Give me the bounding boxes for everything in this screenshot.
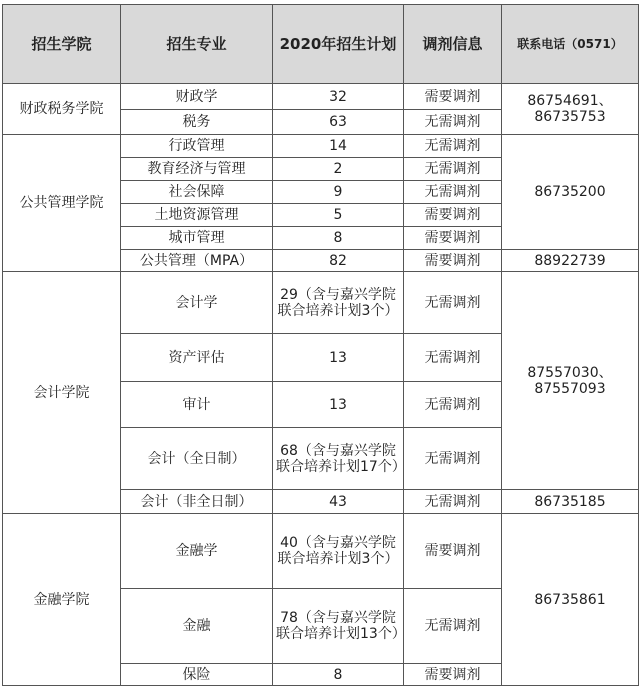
- phone-number: 86735861: [534, 591, 606, 608]
- plan-cell: 5: [273, 204, 404, 227]
- college-cell: 金融学院: [3, 514, 121, 686]
- header-college: 招生学院: [3, 5, 121, 84]
- adjust-cell: 无需调剂: [404, 110, 502, 135]
- plan-cell: 14: [273, 135, 404, 158]
- phone-cell: [502, 514, 639, 686]
- phone-number: 88922739: [534, 252, 606, 269]
- phone-cell: [502, 250, 639, 272]
- major-cell: 教育经济与管理: [121, 158, 273, 181]
- adjust-cell: 需要调剂: [404, 664, 502, 686]
- adjust-cell: 需要调剂: [404, 250, 502, 272]
- phone-number: 86735753: [534, 109, 606, 125]
- table-row: [3, 84, 639, 110]
- header-adjust: 调剂信息: [404, 5, 502, 84]
- major-cell: 社会保障: [121, 181, 273, 204]
- adjust-cell: 无需调剂: [404, 334, 502, 382]
- major-cell: 土地资源管理: [121, 204, 273, 227]
- phone-cell: [502, 84, 639, 135]
- major-cell: 城市管理: [121, 227, 273, 250]
- phone-number: 87557030、: [527, 364, 613, 381]
- adjust-cell: 需要调剂: [404, 84, 502, 110]
- major-cell: 公共管理（MPA）: [121, 250, 273, 272]
- plan-cell: 82: [273, 250, 404, 272]
- plan-cell: 2: [273, 158, 404, 181]
- adjust-cell: 需要调剂: [404, 514, 502, 589]
- header-major: 招生专业: [121, 5, 273, 84]
- adjust-cell: 无需调剂: [404, 158, 502, 181]
- major-cell: 审计: [121, 382, 273, 428]
- table-row: [3, 135, 639, 158]
- admissions-table: [2, 4, 639, 686]
- major-cell: 会计（非全日制）: [121, 490, 273, 514]
- adjust-cell: 需要调剂: [404, 204, 502, 227]
- major-cell: 行政管理: [121, 135, 273, 158]
- major-cell: 会计（全日制）: [121, 428, 273, 490]
- college-cell: 会计学院: [3, 272, 121, 514]
- adjust-cell: 无需调剂: [404, 428, 502, 490]
- plan-cell: 8: [273, 664, 404, 686]
- table-row: [3, 514, 639, 589]
- major-cell: 资产评估: [121, 334, 273, 382]
- header-phone: 联系电话（0571）: [502, 5, 639, 84]
- adjust-cell: 无需调剂: [404, 589, 502, 664]
- major-cell: 金融学: [121, 514, 273, 589]
- college-cell: 公共管理学院: [3, 135, 121, 272]
- college-cell: 财政税务学院: [3, 84, 121, 135]
- plan-cell: 68（含与嘉兴学院联合培养计划17个）: [273, 428, 404, 490]
- major-cell: 税务: [121, 110, 273, 135]
- major-cell: 财政学: [121, 84, 273, 110]
- phone-cell: [502, 135, 639, 250]
- header-row: [3, 5, 639, 84]
- major-cell: 金融: [121, 589, 273, 664]
- major-cell: 保险: [121, 664, 273, 686]
- phone-cell: [502, 272, 639, 490]
- plan-cell: 78（含与嘉兴学院联合培养计划13个）: [273, 589, 404, 664]
- phone-number: 86735200: [534, 184, 606, 200]
- major-cell: 会计学: [121, 272, 273, 334]
- adjust-cell: 需要调剂: [404, 227, 502, 250]
- plan-cell: 43: [273, 490, 404, 514]
- adjust-cell: 无需调剂: [404, 272, 502, 334]
- plan-cell: 32: [273, 84, 404, 110]
- phone-number: 86754691、: [527, 93, 613, 109]
- phone-cell: [502, 490, 639, 514]
- table-row: [3, 272, 639, 334]
- adjust-cell: 无需调剂: [404, 181, 502, 204]
- plan-cell: 13: [273, 334, 404, 382]
- adjust-cell: 无需调剂: [404, 135, 502, 158]
- adjust-cell: 无需调剂: [404, 382, 502, 428]
- adjust-cell: 无需调剂: [404, 490, 502, 514]
- phone-number: 86735185: [534, 493, 606, 510]
- plan-cell: 63: [273, 110, 404, 135]
- plan-cell: 8: [273, 227, 404, 250]
- plan-cell: 29（含与嘉兴学院联合培养计划3个）: [273, 272, 404, 334]
- plan-cell: 40（含与嘉兴学院联合培养计划3个）: [273, 514, 404, 589]
- header-plan: 2020年招生计划: [273, 5, 404, 84]
- phone-number: 87557093: [534, 380, 606, 397]
- plan-cell: 13: [273, 382, 404, 428]
- plan-cell: 9: [273, 181, 404, 204]
